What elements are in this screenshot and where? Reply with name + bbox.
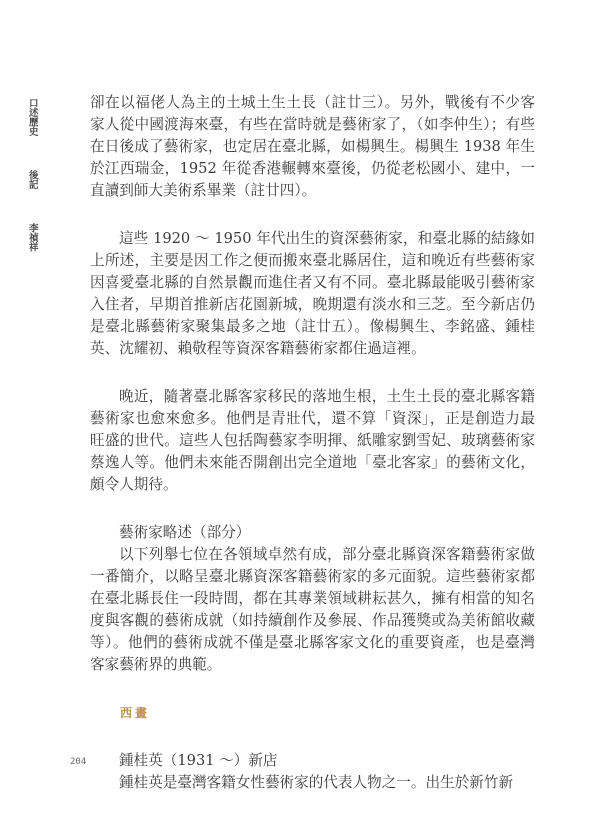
paragraph-1: 卻在以福佬人為主的土城土生土長（註廿三）。另外，戰後有不少客家人從中國渡海來臺，有些在當時就是藝術家了，（如李仲生）；有些在日後成了藝術家，也定居在臺北縣，如楊興生。楊興生 1938 年生於江西瑞金，1952 年從香港輾轉來臺後，仍從老松國小、建中，一直讀到師大美術系畢業（註廿四）。 bbox=[90, 94, 535, 199]
series-title: 口述歷史 bbox=[26, 98, 38, 136]
author-name: 李禎祥 bbox=[26, 223, 38, 252]
artist-heading: 鍾桂英（1931 ～）新店 bbox=[119, 752, 278, 769]
paragraph-5: 鍾桂英是臺灣客籍女性藝術家的代表人物之一。出生於新竹新 bbox=[119, 774, 514, 791]
section-heading: 藝術家略述（部分） bbox=[119, 524, 251, 541]
chapter-title: 後記 bbox=[26, 170, 38, 189]
main-text bbox=[90, 92, 535, 794]
paragraph-2: 這些 1920 ～ 1950 年代出生的資深藝術家，和臺北縣的結緣如上所述，主要是因工作之便而搬來臺北縣居住，這和晚近有些藝術家因喜愛臺北縣的自然景觀而進住者又有不同。臺北縣最能吸引藝術家入住者，早期首推新店花園新城，晚期還有淡水和三芝。至今新店仍是臺北縣藝術家聚集最多之地（註廿五）。像楊興生、李銘盛、鍾桂英、沈耀初、賴敬程等資深客籍藝術家都住過這裡。 bbox=[90, 230, 535, 357]
paragraph-4: 以下列舉七位在各領域卓然有成，部分臺北縣資深客籍藝術家做一番簡介，以略呈臺北縣資深客籍藝術家的多元面貌。這些藝術家都在臺北縣長住一段時間，都在其專業領域耕耘甚久，擁有相當的知名度與客觀的藝術成就（如持續創作及參展、作品獲獎或為美術館收藏等）。他們的藝術成就不僅是臺北縣客家文化的重要資產，也是臺灣客家藝術界的典範。 bbox=[90, 546, 535, 673]
paragraph-3: 晚近，隨著臺北縣客家移民的落地生根，土生土長的臺北縣客籍藝術家也愈來愈多。他們是青壯代，還不算「資深」，正是創造力最旺盛的世代。這些人包括陶藝家李明揮、紙雕家劉雪妃、玻璃藝術家蔡逸人等。他們未來能否開創出完全道地「臺北客家」的藝術文化，頗令人期待。 bbox=[90, 388, 535, 493]
running-header bbox=[22, 98, 42, 252]
page-number: 204 bbox=[70, 757, 87, 767]
category-title: 西畫 bbox=[120, 706, 151, 720]
